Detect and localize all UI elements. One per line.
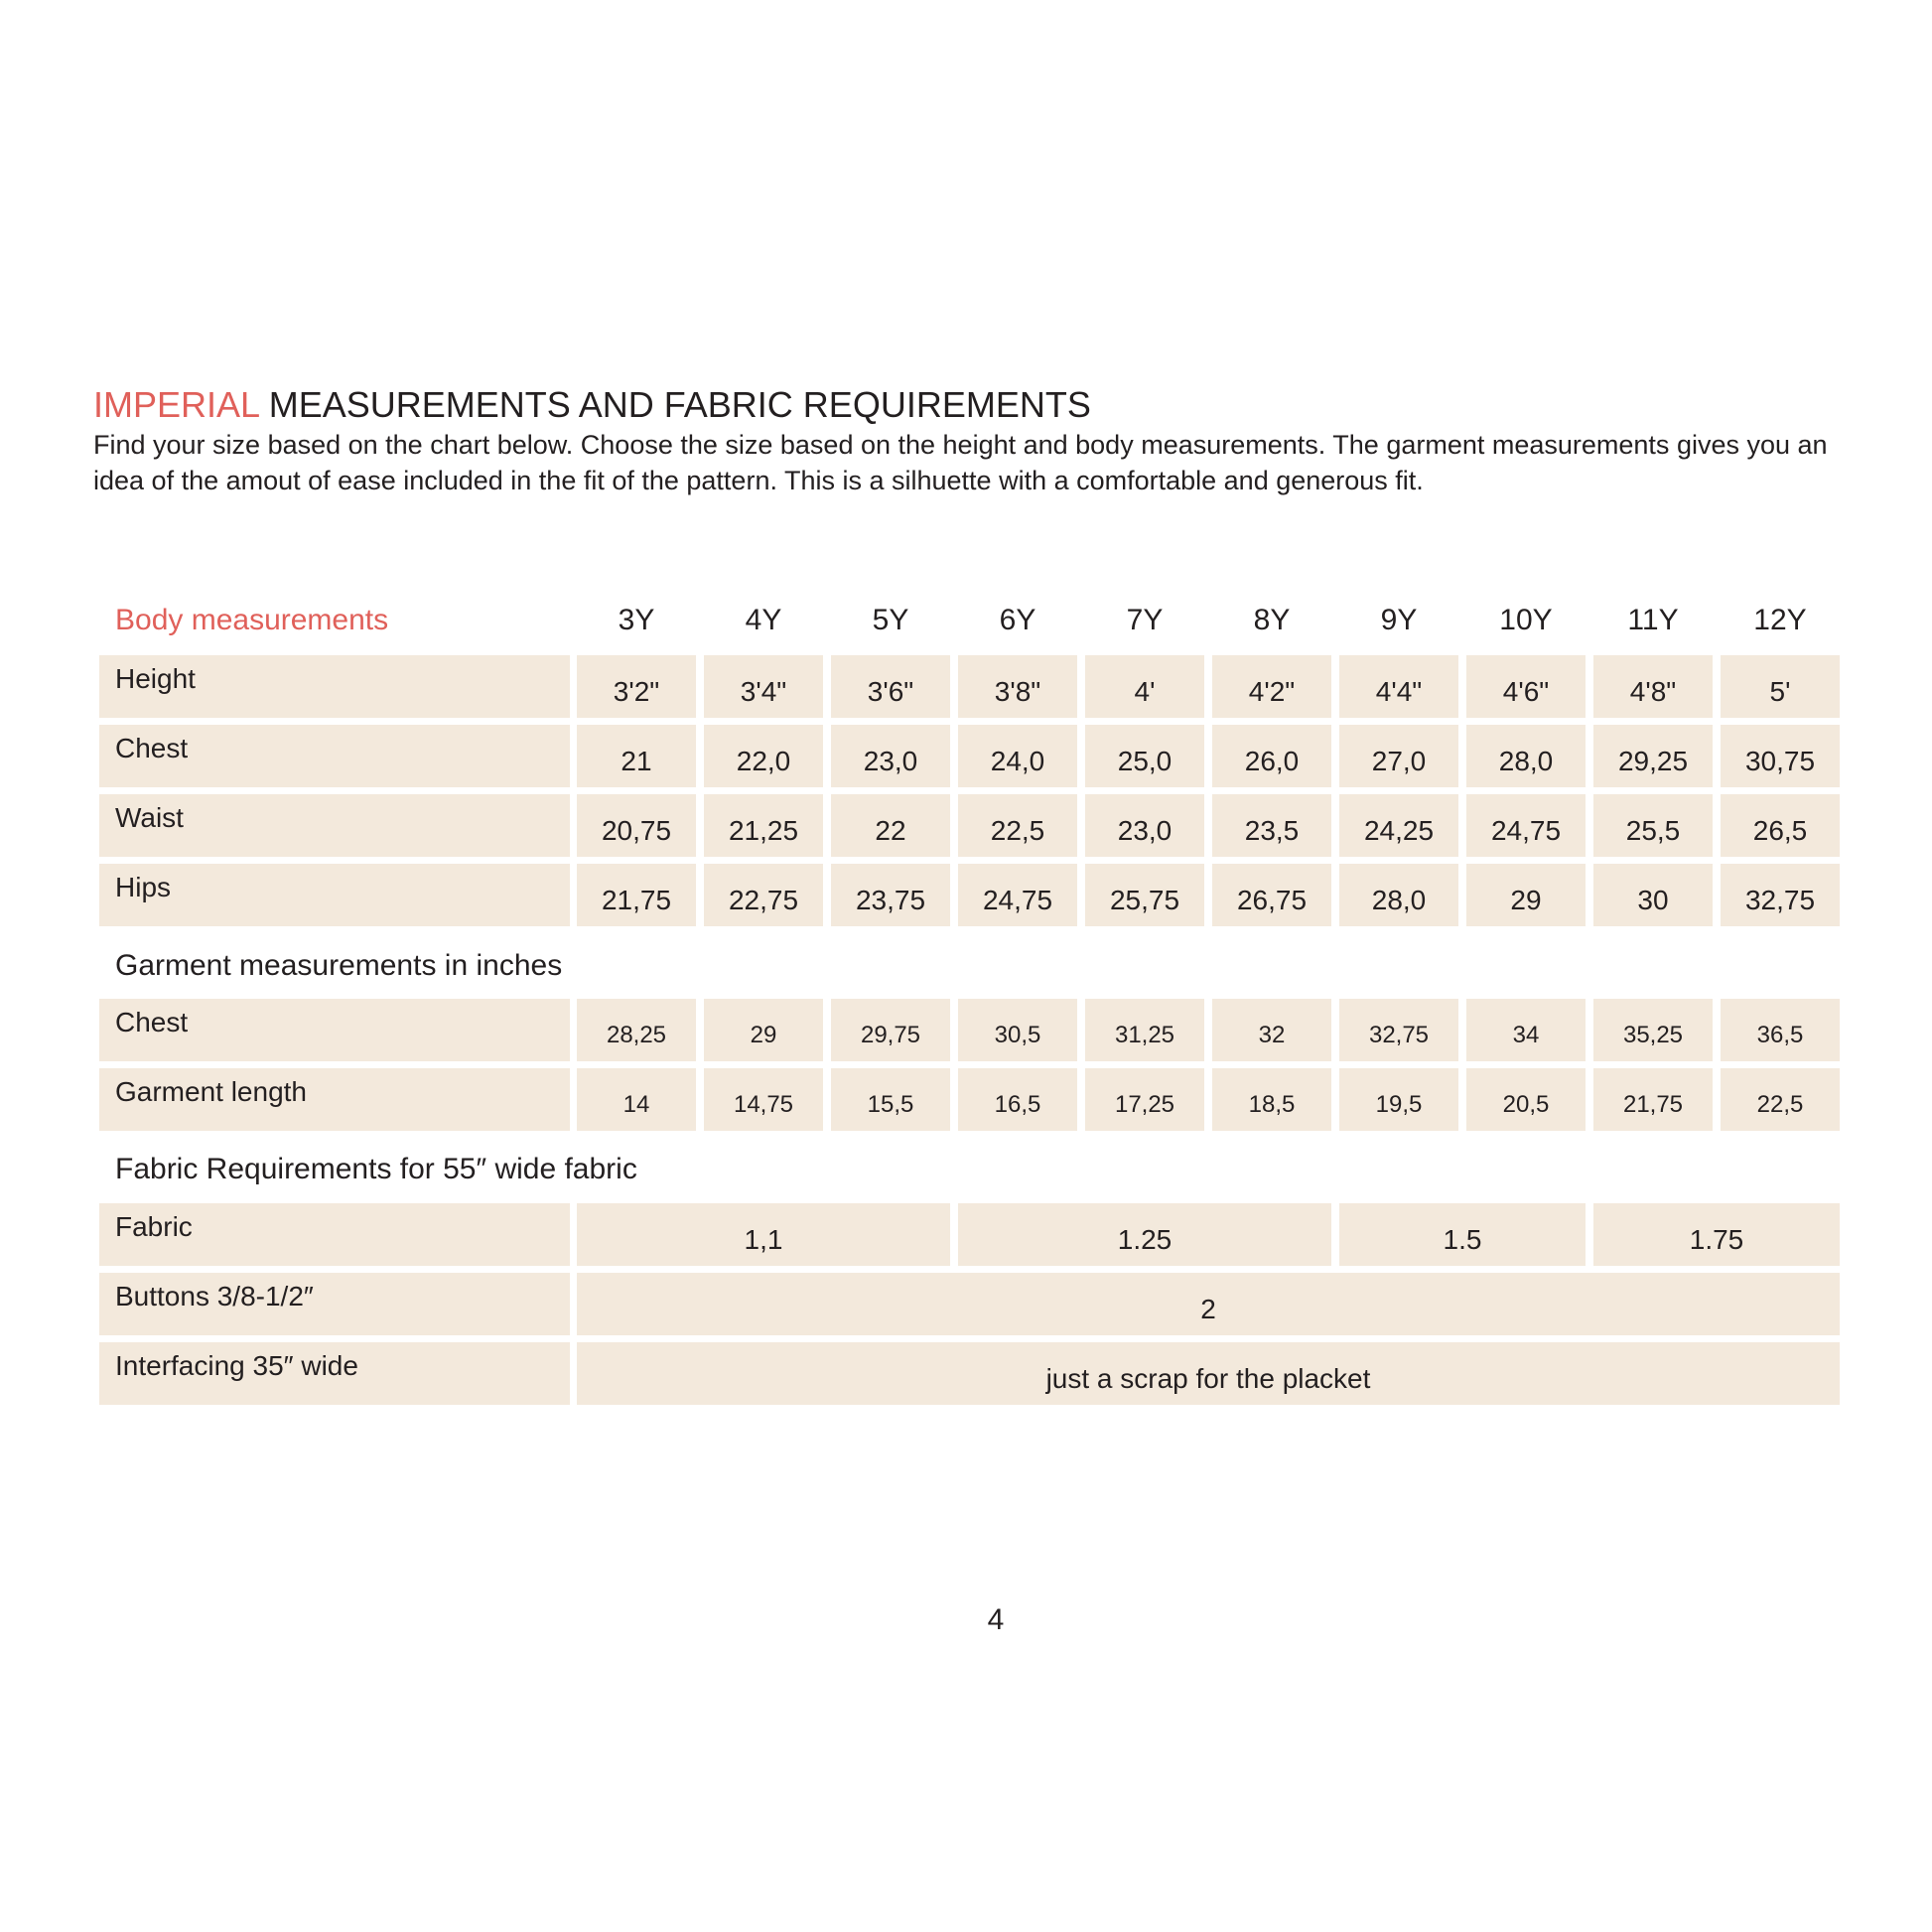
table-cell: 24,75 [1466, 794, 1586, 857]
table-cell: 4'4" [1339, 655, 1458, 718]
size-header: 6Y [999, 604, 1036, 636]
table-cell: 29 [1466, 864, 1586, 926]
table-cell: 20,5 [1466, 1068, 1586, 1131]
title-rest: MEASUREMENTS AND FABRIC REQUIREMENTS [258, 384, 1091, 425]
table-cell: 36,5 [1721, 999, 1840, 1061]
table-cell: 21,75 [1593, 1068, 1713, 1131]
table-cell: 30 [1593, 864, 1713, 926]
table-cell: 4' [1085, 655, 1204, 718]
fabric-cell: 1.25 [958, 1203, 1331, 1266]
table-cell: 30,5 [958, 999, 1077, 1061]
table-cell: 24,25 [1339, 794, 1458, 857]
row-label: Chest [99, 725, 570, 787]
table-cell: 16,5 [958, 1068, 1077, 1131]
table-cell: 3'2" [577, 655, 696, 718]
row-label: Waist [99, 794, 570, 857]
table-cell: 3'6" [831, 655, 950, 718]
table-cell: 22,0 [704, 725, 823, 787]
table-cell: 20,75 [577, 794, 696, 857]
table-cell: 23,5 [1212, 794, 1331, 857]
table-cell: 26,75 [1212, 864, 1331, 926]
table-cell: 28,0 [1466, 725, 1586, 787]
table-cell: 27,0 [1339, 725, 1458, 787]
table-cell: 23,0 [831, 725, 950, 787]
buttons-cell: 2 [577, 1273, 1840, 1335]
size-header: 8Y [1253, 604, 1291, 636]
row-label: Interfacing 35″ wide [99, 1342, 570, 1405]
page-number: 4 [987, 1603, 1005, 1636]
table-cell: 25,0 [1085, 725, 1204, 787]
table-cell: 23,0 [1085, 794, 1204, 857]
table-cell: 3'8" [958, 655, 1077, 718]
garment-measurements-header: Garment measurements in inches [115, 948, 563, 982]
fabric-cell: 1.5 [1339, 1203, 1586, 1266]
table-cell: 22,5 [1721, 1068, 1840, 1131]
row-label: Garment length [99, 1068, 570, 1131]
table-cell: 3'4" [704, 655, 823, 718]
table-cell: 18,5 [1212, 1068, 1331, 1131]
table-cell: 14 [577, 1068, 696, 1131]
table-cell: 17,25 [1085, 1068, 1204, 1131]
table-cell: 29 [704, 999, 823, 1061]
table-cell: 5' [1721, 655, 1840, 718]
table-cell: 28,0 [1339, 864, 1458, 926]
table-cell: 22,75 [704, 864, 823, 926]
table-cell: 34 [1466, 999, 1586, 1061]
table-cell: 29,75 [831, 999, 950, 1061]
table-cell: 4'6" [1466, 655, 1586, 718]
table-cell: 31,25 [1085, 999, 1204, 1061]
size-header: 9Y [1380, 604, 1418, 636]
size-header: 12Y [1753, 604, 1807, 636]
size-header: 5Y [872, 604, 909, 636]
table-cell: 29,25 [1593, 725, 1713, 787]
table-cell: 25,5 [1593, 794, 1713, 857]
size-header: 10Y [1499, 604, 1553, 636]
table-cell: 35,25 [1593, 999, 1713, 1061]
table-cell: 25,75 [1085, 864, 1204, 926]
page-title [93, 381, 1091, 429]
row-label: Chest [99, 999, 570, 1061]
table-cell: 28,25 [577, 999, 696, 1061]
row-label: Buttons 3/8-1/2″ [99, 1273, 570, 1335]
table-cell: 32 [1212, 999, 1331, 1061]
row-label: Hips [99, 864, 570, 926]
table-cell: 14,75 [704, 1068, 823, 1131]
table-cell: 4'2" [1212, 655, 1331, 718]
table-cell: 32,75 [1721, 864, 1840, 926]
table-cell: 30,75 [1721, 725, 1840, 787]
table-cell: 4'8" [1593, 655, 1713, 718]
table-cell: 24,0 [958, 725, 1077, 787]
intro-paragraph: Find your size based on the chart below. Choose the size based on the height and body measurements. The garment measurements gives you an idea of the amout of ease included in the fit of the pattern. This is a silhuette with a comfortable and generous fit. [93, 430, 1828, 495]
table-cell: 32,75 [1339, 999, 1458, 1061]
table-cell: 26,0 [1212, 725, 1331, 787]
fabric-cell: 1,1 [577, 1203, 950, 1266]
table-cell: 22,5 [958, 794, 1077, 857]
table-cell: 21 [577, 725, 696, 787]
table-cell: 21,75 [577, 864, 696, 926]
table-cell: 24,75 [958, 864, 1077, 926]
interfacing-cell: just a scrap for the placket [577, 1342, 1840, 1405]
table-cell: 23,75 [831, 864, 950, 926]
table-cell: 19,5 [1339, 1068, 1458, 1131]
size-header: 7Y [1126, 604, 1164, 636]
body-measurements-header: Body measurements [115, 604, 389, 636]
table-cell: 22 [831, 794, 950, 857]
size-header: 4Y [745, 604, 782, 636]
table-cell: 26,5 [1721, 794, 1840, 857]
size-header: 11Y [1627, 604, 1679, 636]
size-header: 3Y [618, 604, 655, 636]
row-label: Height [99, 655, 570, 718]
fabric-cell: 1.75 [1593, 1203, 1840, 1266]
table-cell: 15,5 [831, 1068, 950, 1131]
title-accent: IMPERIAL [93, 384, 259, 425]
fabric-requirements-header: Fabric Requirements for 55″ wide fabric [115, 1152, 637, 1185]
table-cell: 21,25 [704, 794, 823, 857]
row-label: Fabric [99, 1203, 570, 1266]
